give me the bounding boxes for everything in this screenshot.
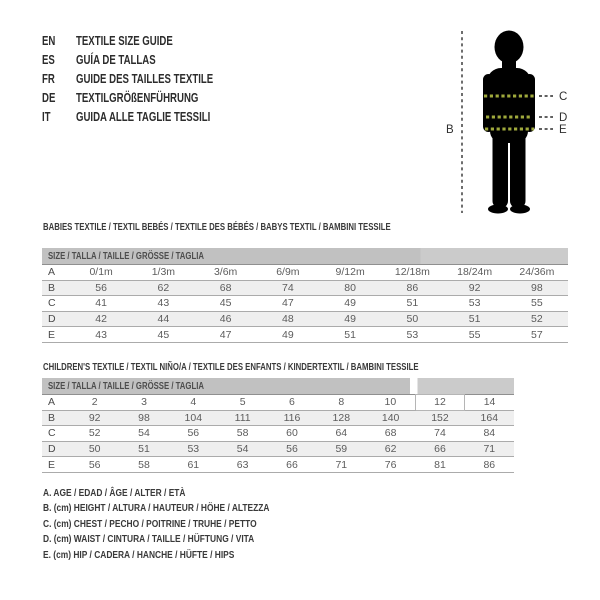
size-cell: 49 [319, 311, 381, 327]
size-cell: 54 [119, 426, 168, 442]
row-label: B [42, 410, 70, 426]
size-cell: 55 [444, 327, 506, 343]
table-row [42, 265, 568, 281]
children-table-title: CHILDREN'S TEXTILE / TEXTIL NIÑO/A / TEXTILE DES ENFANTS / KINDERTEXTIL / BAMBINI TESSILE [43, 361, 419, 373]
size-cell: 128 [317, 410, 366, 426]
size-figure [440, 13, 580, 225]
table-row [42, 327, 568, 343]
language-code: IT [42, 109, 51, 124]
row-label: D [42, 441, 70, 457]
size-cell: 50 [70, 441, 119, 457]
chest-label: C [559, 91, 568, 103]
size-cell: 111 [218, 410, 267, 426]
size-cell: 104 [169, 410, 218, 426]
size-cell: 10 [366, 395, 415, 411]
size-cell: 45 [195, 296, 257, 312]
size-cell: 12/18m [381, 265, 443, 281]
size-cell: 8 [317, 395, 366, 411]
size-cell: 68 [366, 426, 415, 442]
size-cell: 5 [218, 395, 267, 411]
size-cell: 66 [415, 441, 464, 457]
language-code: DE [42, 90, 56, 105]
size-cell: 92 [70, 410, 119, 426]
language-title: GUIDE DES TAILLES TEXTILE [76, 71, 214, 86]
measurement-legend [43, 487, 326, 564]
child-silhouette-graphic [440, 13, 580, 225]
height-label: B [446, 124, 454, 136]
language-code: EN [42, 33, 56, 48]
size-cell: 2 [70, 395, 119, 411]
table-row [42, 311, 568, 327]
language-title: TEXTILE SIZE GUIDE [76, 33, 173, 48]
legend-line-age: A. AGE / EDAD / ÂGE / ALTER / ETÀ [43, 487, 186, 499]
size-cell: 53 [444, 296, 506, 312]
size-cell: 6 [267, 395, 316, 411]
babies-size-table [42, 248, 568, 343]
size-cell: 53 [381, 327, 443, 343]
size-cell: 71 [465, 441, 514, 457]
babies-table-header-bar [42, 248, 568, 264]
child-silhouette [483, 31, 535, 214]
babies-table [42, 264, 568, 343]
table-row [42, 395, 514, 411]
language-list [42, 31, 261, 126]
size-cell: 47 [257, 296, 319, 312]
size-cell: 53 [169, 441, 218, 457]
size-cell: 74 [257, 280, 319, 296]
size-cell: 50 [381, 311, 443, 327]
size-cell: 84 [465, 426, 514, 442]
row-label: B [42, 280, 70, 296]
size-cell: 58 [119, 457, 168, 473]
size-cell: 43 [132, 296, 194, 312]
row-label: C [42, 426, 70, 442]
language-title: TEXTILGRÖßENFÜHRUNG [76, 90, 199, 105]
size-cell: 71 [317, 457, 366, 473]
size-cell: 51 [381, 296, 443, 312]
size-cell: 59 [317, 441, 366, 457]
size-cell: 9/12m [319, 265, 381, 281]
children-table [42, 394, 514, 473]
size-cell: 66 [267, 457, 316, 473]
language-row-it [42, 107, 261, 126]
size-cell: 86 [465, 457, 514, 473]
size-cell: 55 [506, 296, 568, 312]
size-cell: 74 [415, 426, 464, 442]
size-cell: 164 [465, 410, 514, 426]
language-row-es [42, 50, 261, 69]
size-cell: 52 [506, 311, 568, 327]
size-cell: 98 [119, 410, 168, 426]
size-cell: 46 [195, 311, 257, 327]
size-cell: 4 [169, 395, 218, 411]
size-cell: 18/24m [444, 265, 506, 281]
size-cell: 116 [267, 410, 316, 426]
size-cell: 3/6m [195, 265, 257, 281]
row-label: A [42, 265, 70, 281]
row-label: D [42, 311, 70, 327]
size-cell: 56 [169, 426, 218, 442]
table-row [42, 457, 514, 473]
row-label: C [42, 296, 70, 312]
size-cell: 57 [506, 327, 568, 343]
table-row [42, 280, 568, 296]
size-cell: 52 [70, 426, 119, 442]
size-cell: 12 [415, 395, 464, 411]
size-cell: 54 [218, 441, 267, 457]
size-cell: 98 [506, 280, 568, 296]
language-code: ES [42, 52, 55, 67]
size-cell: 64 [317, 426, 366, 442]
children-size-table [42, 378, 514, 473]
legend-line-hip: E. (cm) HIP / CADERA / HANCHE / HÜFTE / HIPS [43, 548, 235, 561]
legend-line-height: B. (cm) HEIGHT / ALTURA / HAUTEUR / HÖHE / ALTEZZA [43, 502, 270, 515]
row-label: A [42, 395, 70, 411]
size-cell: 48 [257, 311, 319, 327]
table-row [42, 426, 514, 442]
size-cell: 76 [366, 457, 415, 473]
size-cell: 140 [366, 410, 415, 426]
row-label: E [42, 457, 70, 473]
size-cell: 6/9m [257, 265, 319, 281]
size-cell: 92 [444, 280, 506, 296]
size-cell: 60 [267, 426, 316, 442]
size-cell: 1/3m [132, 265, 194, 281]
size-cell: 68 [195, 280, 257, 296]
size-cell: 51 [319, 327, 381, 343]
size-cell: 41 [70, 296, 132, 312]
size-cell: 62 [132, 280, 194, 296]
size-cell: 3 [119, 395, 168, 411]
language-title: GUIDA ALLE TAGLIE TESSILI [76, 109, 211, 124]
table-row [42, 410, 514, 426]
language-code: FR [42, 71, 55, 86]
size-cell: 61 [169, 457, 218, 473]
size-header-label: SIZE / TALLA / TAILLE / GRÖSSE / TAGLIA [48, 250, 204, 262]
legend-line-chest: C. (cm) CHEST / PECHO / POITRINE / TRUHE / PETTO [43, 517, 257, 530]
language-row-fr [42, 69, 261, 88]
size-cell: 14 [465, 395, 514, 411]
size-cell: 0/1m [70, 265, 132, 281]
size-cell: 51 [119, 441, 168, 457]
size-cell: 45 [132, 327, 194, 343]
waist-label: D [559, 112, 568, 124]
table-row [42, 441, 514, 457]
size-cell: 56 [70, 457, 119, 473]
size-cell: 49 [319, 296, 381, 312]
size-cell: 62 [366, 441, 415, 457]
language-row-de [42, 88, 261, 107]
size-header-label: SIZE / TALLA / TAILLE / GRÖSSE / TAGLIA [48, 380, 204, 392]
language-title: GUÍA DE TALLAS [76, 52, 156, 67]
size-cell: 81 [415, 457, 464, 473]
size-cell: 86 [381, 280, 443, 296]
size-cell: 43 [70, 327, 132, 343]
size-cell: 47 [195, 327, 257, 343]
row-label: E [42, 327, 70, 343]
legend-line-waist: D. (cm) WAIST / CINTURA / TAILLE / HÜFTUNG / VITA [43, 533, 255, 546]
size-cell: 63 [218, 457, 267, 473]
babies-table-title: BABIES TEXTILE / TEXTIL BEBÉS / TEXTILE DES BÉBÉS / BABYS TEXTIL / BAMBINI TESSILE [43, 221, 391, 233]
size-cell: 80 [319, 280, 381, 296]
table-row [42, 296, 568, 312]
size-cell: 49 [257, 327, 319, 343]
size-cell: 56 [267, 441, 316, 457]
language-row-en [42, 31, 261, 50]
size-cell: 24/36m [506, 265, 568, 281]
size-cell: 42 [70, 311, 132, 327]
size-cell: 56 [70, 280, 132, 296]
size-cell: 44 [132, 311, 194, 327]
size-cell: 58 [218, 426, 267, 442]
children-table-header-bar [42, 378, 514, 394]
hip-label: E [559, 124, 567, 136]
size-cell: 51 [444, 311, 506, 327]
size-cell: 152 [415, 410, 464, 426]
